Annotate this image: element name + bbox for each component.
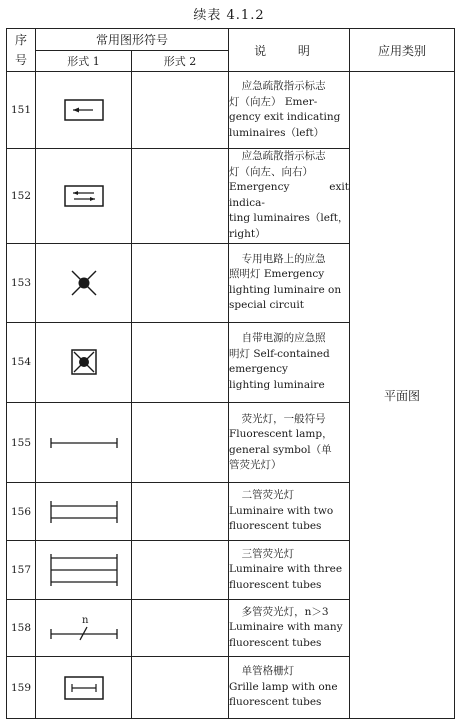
symbol-form2-cell	[132, 243, 229, 322]
category-cell: 平面图	[350, 72, 455, 719]
row-description	[229, 541, 350, 600]
emergency-lighting-cross-icon	[69, 268, 99, 298]
description-line: 应急疏散指示标志	[241, 150, 326, 163]
description-line: 照明灯 Emergency	[229, 268, 325, 281]
symbol-form1-cell	[36, 243, 132, 322]
description-line: 二管荧光灯	[241, 489, 295, 502]
row-index: 158	[7, 599, 36, 657]
symbol-form1-cell	[36, 322, 132, 403]
three-tube-fluorescent-icon	[49, 553, 119, 587]
description-line: 明灯 Self-contained	[229, 347, 330, 360]
description-line: Fluorescent lamp，	[229, 428, 333, 441]
symbol-form1-cell	[36, 599, 132, 657]
header-form2: 形式 2	[132, 51, 229, 72]
header-description: 说 明	[229, 29, 350, 72]
grille-lamp-icon	[64, 676, 104, 700]
table-caption: 续表 4.1.2	[193, 8, 265, 23]
symbol-form1-cell	[36, 72, 132, 149]
description-line: 应急疏散指示标志	[241, 80, 326, 93]
row-description	[229, 149, 350, 244]
description-line: lighting luminaire on	[229, 283, 342, 296]
description-line: fluorescent tubes	[229, 636, 322, 649]
row-index: 154	[7, 322, 36, 403]
row-description	[229, 599, 350, 657]
header-index-text: 序号	[15, 33, 28, 68]
row-index: 156	[7, 482, 36, 541]
self-contained-emergency-icon	[71, 349, 97, 375]
description-line: general symbol（单	[229, 443, 332, 456]
description-line: special circuit	[229, 299, 305, 312]
symbol-form2-cell	[132, 482, 229, 541]
symbol-form2-cell	[132, 541, 229, 600]
description-line: 单管格栅灯	[241, 665, 295, 678]
header-index	[7, 29, 36, 72]
symbol-form2-cell	[132, 657, 229, 719]
description-line: 多管荧光灯，n＞3	[241, 605, 329, 618]
header-category: 应用类别	[350, 29, 455, 72]
symbol-form1-cell	[36, 657, 132, 719]
symbol-form2-cell	[132, 599, 229, 657]
row-index: 152	[7, 149, 36, 244]
description-line: Emergency exit indica-	[229, 181, 350, 209]
description-line: 灯（向左、向右）	[229, 165, 314, 178]
symbol-form1-cell	[36, 541, 132, 600]
symbol-form1-cell	[36, 403, 132, 483]
row-index: 153	[7, 243, 36, 322]
tube-count-label: n	[81, 615, 88, 627]
description-line: Luminaire with three	[229, 563, 343, 576]
symbol-form1-cell	[36, 149, 132, 244]
row-index: 159	[7, 657, 36, 719]
symbol-form1-cell	[36, 482, 132, 541]
description-line: Luminaire with many	[229, 621, 343, 634]
multi-tube-fluorescent-icon	[49, 613, 119, 643]
description-line: 荧光灯，一般符号	[241, 412, 326, 425]
description-line: Luminaire with two	[229, 504, 334, 517]
symbol-form2-cell	[132, 149, 229, 244]
row-description	[229, 657, 350, 719]
symbol-table	[6, 28, 455, 719]
symbol-form2-cell	[132, 322, 229, 403]
table-row	[7, 72, 455, 149]
symbol-form2-cell	[132, 403, 229, 483]
description-line: fluorescent tubes	[229, 578, 322, 591]
symbol-form2-cell	[132, 72, 229, 149]
description-line: lighting luminaire	[229, 378, 325, 391]
description-line: 自带电源的应急照	[241, 332, 326, 345]
row-description	[229, 482, 350, 541]
description-line: right）	[229, 227, 266, 240]
row-index: 151	[7, 72, 36, 149]
row-index: 157	[7, 541, 36, 600]
header-symbol-group: 常用图形符号	[36, 29, 229, 51]
description-line: 灯（向左） Emer-	[229, 95, 318, 108]
two-tube-fluorescent-icon	[49, 500, 119, 524]
description-line: 管荧光灯）	[229, 459, 282, 472]
description-line: gency exit indicating	[229, 111, 341, 124]
row-index: 155	[7, 403, 36, 483]
description-line: 专用电路上的应急	[241, 252, 326, 265]
row-description	[229, 403, 350, 483]
fluorescent-lamp-icon	[49, 436, 119, 450]
exit-arrow-left-icon	[64, 99, 104, 121]
description-line: fluorescent tubes	[229, 520, 322, 533]
row-description	[229, 72, 350, 149]
description-line: Grille lamp with one	[229, 680, 338, 693]
description-line: emergency	[229, 363, 288, 376]
row-description	[229, 322, 350, 403]
description-line: luminaires（left）	[229, 126, 325, 139]
exit-arrow-left-right-icon	[64, 185, 104, 207]
description-line: 三管荧光灯	[241, 547, 295, 560]
description-line: fluorescent tubes	[229, 696, 322, 709]
description-line: ting luminaires（left，	[229, 212, 349, 225]
row-description	[229, 243, 350, 322]
header-form1: 形式 1	[36, 51, 132, 72]
